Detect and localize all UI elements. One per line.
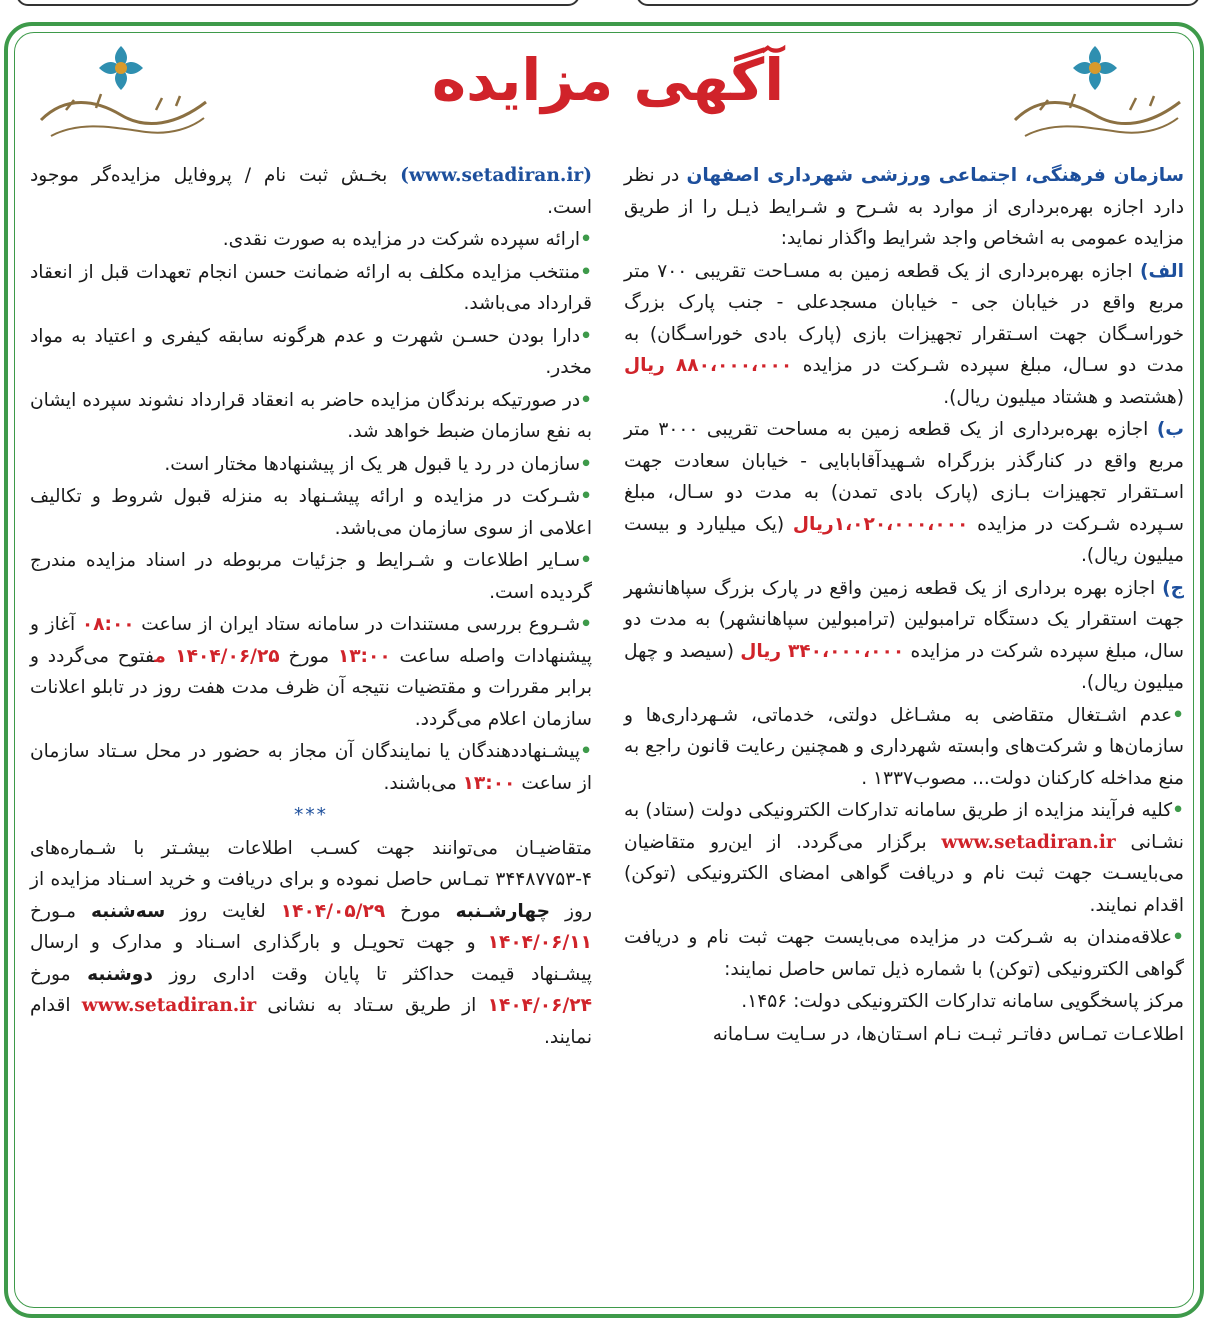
bullet-dot-icon: •: [580, 261, 592, 283]
top-tab-left: [16, 0, 580, 6]
separator-stars: ***: [294, 805, 328, 826]
top-tab-right: [636, 0, 1200, 6]
org-name: سازمان فرهنگی، اجتماعی ورزشی شهرداری اصفهان: [686, 165, 1184, 186]
final-paragraph: متقاضیـان می‌توانند جهت کسـب اطلاعات بیشـتر با شـماره‌های ۴-۳۴۴۸۷۷۵۳ تمـاس حاصل نموده و برای دریافت و خرید اسـناد مزایده از روز چهارشـنبه مورخ ۱۴۰۴/۰۵/۲۹ لغایت روز سه‌شنبه مـورخ ۱۴۰۴/۰۶/۱۱ و جهت تحویـل و بارگذاری اسـناد و مدارک و ارسال پیشـنهاد قیمت حداکثر تا پایان وقت اداری روز دوشنبه مورخ ۱۴۰۴/۰۶/۲۴ از طریق سـتاد به نشانی www.setadiran.ir اقدام نمایند.: [30, 837, 592, 1048]
last-line: اطلاعـات تمـاس دفاتـر ثبـت نـام اسـتان‌ها، در سـایت سـامانه: [712, 1023, 1184, 1045]
intro-paragraph: سازمان فرهنگی، اجتماعی ورزشی شهرداری اصفهان در نظر دارد اجازه بهره‌برداری از موارد به شـرح و شـرایط ذیـل را از طریق مزایده عمومی به اشخاص واجد شرایط واگذار نماید:: [624, 165, 1184, 249]
bullet-dot-icon: •: [580, 614, 592, 635]
bullet-item: •شـرکت در مزایده و ارائه پیشـنهاد به منزله قبول شروط و تکالیف اعلامی از سوی سازمان می‌باشد.: [30, 486, 592, 539]
date-deadline: ۱۴۰۴/۰۶/۲۴: [487, 995, 592, 1016]
bullet-dot-icon: •: [1172, 927, 1184, 948]
bullet-item: •در صورتیکه برندگان مزایده حاضر به انعقاد قرارداد نشوند سپرده ایشان به نفع سازمان ضبط خواهد شد.: [30, 389, 592, 442]
deposit-amount-c: ۳۴۰،۰۰۰،۰۰۰ ریال: [740, 640, 905, 662]
item-b: ب) اجازه بهره‌برداری از یک قطعه زمین به مساحت تقریبی ۳۰۰۰ متر مربع واقع در کنارگذر بزرگراه شـهیدآقابابایی - خیابان سعادت جهت اسـتقرار تجهیزات بـازی (پارک بادی تمدن) به مدت دو سـال، مبلغ سـپرده شـرکت در مزایده ۱،۰۲۰،۰۰۰،۰۰۰ریال (یک میلیارد و بیست میلیون ریال).: [624, 419, 1184, 566]
support-line: مرکز پاسخگویی سامانه تدارکات الکترونیکی دولت: ۱۴۵۶.: [741, 991, 1184, 1012]
date-from: ۱۴۰۴/۰۵/۲۹: [280, 900, 386, 922]
bullet-item: •منتخب مزایده مکلف به ارائه ضمانت حسن انجام تعهدات قبل از انعقاد قرارداد می‌باشد.: [30, 261, 592, 314]
setadiran-link[interactable]: www.setadiran.ir: [81, 995, 257, 1016]
date-open: ۱۴۰۴/۰۶/۲۵: [175, 645, 280, 667]
page-title: آگهی مزایده: [431, 46, 785, 114]
bullet-dot-icon: •: [580, 486, 592, 507]
bullet-item: •کلیه فرآیند مزایده از طریق سامانه تدارکات الکترونیکی دولت (ستاد) به نشـانی www.setadiran.ir برگزار می‌گردد. از این‌رو متقاضیان می‌بایسـت جهت ثبت نام و دریافت گواهی امضای الکترونیکی (توکن) اقدام نمایند.: [624, 800, 1184, 916]
bullet-item: •شـروع بررسی مستندات در سامانه ستاد ایران از ساعت ۰۸:۰۰ آغاز و پیشنهادات واصله ساعت ۱۳:۰۰ مورخ ۱۴۰۴/۰۶/۲۵ مفتوح می‌گردد و برابر مقررات و مقتضیات نتیجه آن ظرف مدت هفت روز در تابلو اعلانات سازمان اعلام می‌گردد.: [30, 614, 592, 730]
bullet-dot-icon: •: [580, 229, 592, 250]
bullet-item: •سـایر اطلاعات و شـرایط و جزئیات مربوطه در اسناد مزایده مندرج گردیده است.: [30, 550, 592, 603]
bullet-dot-icon: •: [580, 453, 592, 475]
bullet-item: •ارائه سپرده شرکت در مزایده به صورت نقدی.: [222, 229, 592, 250]
item-c: ج) اجازه بهره برداری از یک قطعه زمین واقع در پارک بزرگ سپاهانشهر جهت استقرار یک دستگاه ترامبولین (ترامبولین سپاهانشهر) به مدت دو سال، مبلغ سپرده شرکت در مزایده ۳۴۰،۰۰۰،۰۰۰ ریال (سیصد و چهل میلیون ریال).: [624, 577, 1185, 693]
time-open: ۱۳:۰۰: [337, 645, 391, 667]
date-to: ۱۴۰۴/۰۶/۱۱: [487, 932, 592, 953]
continuation-paragraph: (www.setadiran.ir) بخـش ثبت نام / پروفایل مزایده‌گر موجود است.: [30, 165, 592, 218]
bullet-dot-icon: •: [580, 389, 592, 411]
right-column: [624, 160, 1184, 1051]
bullet-dot-icon: •: [1172, 800, 1184, 821]
bullet-dot-icon: •: [580, 741, 592, 762]
bullet-item: •سازمان در رد یا قبول هر یک از پیشنهادها مختار است.: [164, 453, 592, 475]
deposit-amount-b: ۱،۰۲۰،۰۰۰،۰۰۰ریال: [792, 513, 969, 535]
deposit-amount-a: ۸۸۰،۰۰۰،۰۰۰ ریال: [624, 355, 793, 376]
left-column: [30, 160, 592, 1054]
bullet-dot-icon: •: [580, 325, 592, 347]
day-wednesday: چهارشـنبه: [455, 900, 551, 922]
time-attend: ۱۳:۰۰: [462, 772, 516, 794]
setadiran-link[interactable]: www.setadiran.ir: [941, 831, 1116, 853]
setadiran-link[interactable]: (www.setadiran.ir): [400, 165, 592, 186]
item-a: الف) اجازه بهره‌برداری از یک قطعه زمین به مسـاحت تقریبی ۷۰۰ متر مربع واقع در خیابان جی - خیابان مسجدعلی - جنب پارک بزرگ خوراسـگان جهت اسـتقرار تجهیزات بازی (پارک بادی خوراسـگان) به مدت دو سـال، مبلغ سپرده شـرکت در مزایده ۸۸۰،۰۰۰،۰۰۰ ریال (هشتصد و هشتاد میلیون ریال).: [624, 260, 1184, 408]
bullet-dot-icon: •: [580, 550, 592, 571]
time-start: ۰۸:۰۰: [81, 614, 135, 635]
bullet-item: •پیشـنهاددهندگان یا نمایندگان آن مجاز به حضور در محل سـتاد سازمان از ساعت ۱۳:۰۰ می‌باشند.: [30, 741, 592, 794]
bullet-item: •علاقه‌مندان به شـرکت در مزایده می‌بایست جهت ثبت نام و دریافت گواهی الکترونیکی (توکن) با شماره ذیل تماس حاصل نمایند:: [624, 927, 1184, 980]
bullet-dot-icon: •: [1172, 704, 1184, 726]
day-monday: دوشنبه: [87, 963, 153, 985]
bullet-item: •دارا بودن حسـن شهرت و عدم هرگونه سابقه کیفری و اعتیاد به مواد مخدر.: [30, 325, 592, 378]
day-tuesday: سه‌شنبه: [90, 900, 166, 922]
bullet-item: •عدم اشـتغال متقاضی به مشـاغل دولتی، خدماتی، شـهرداری‌ها و سازمان‌ها و شرکت‌های وابسته شهرداری و همچنین رعایت قانون راجع به منع مداخله کارکنان دولت... مصوب۱۳۳۷ .: [624, 704, 1184, 789]
